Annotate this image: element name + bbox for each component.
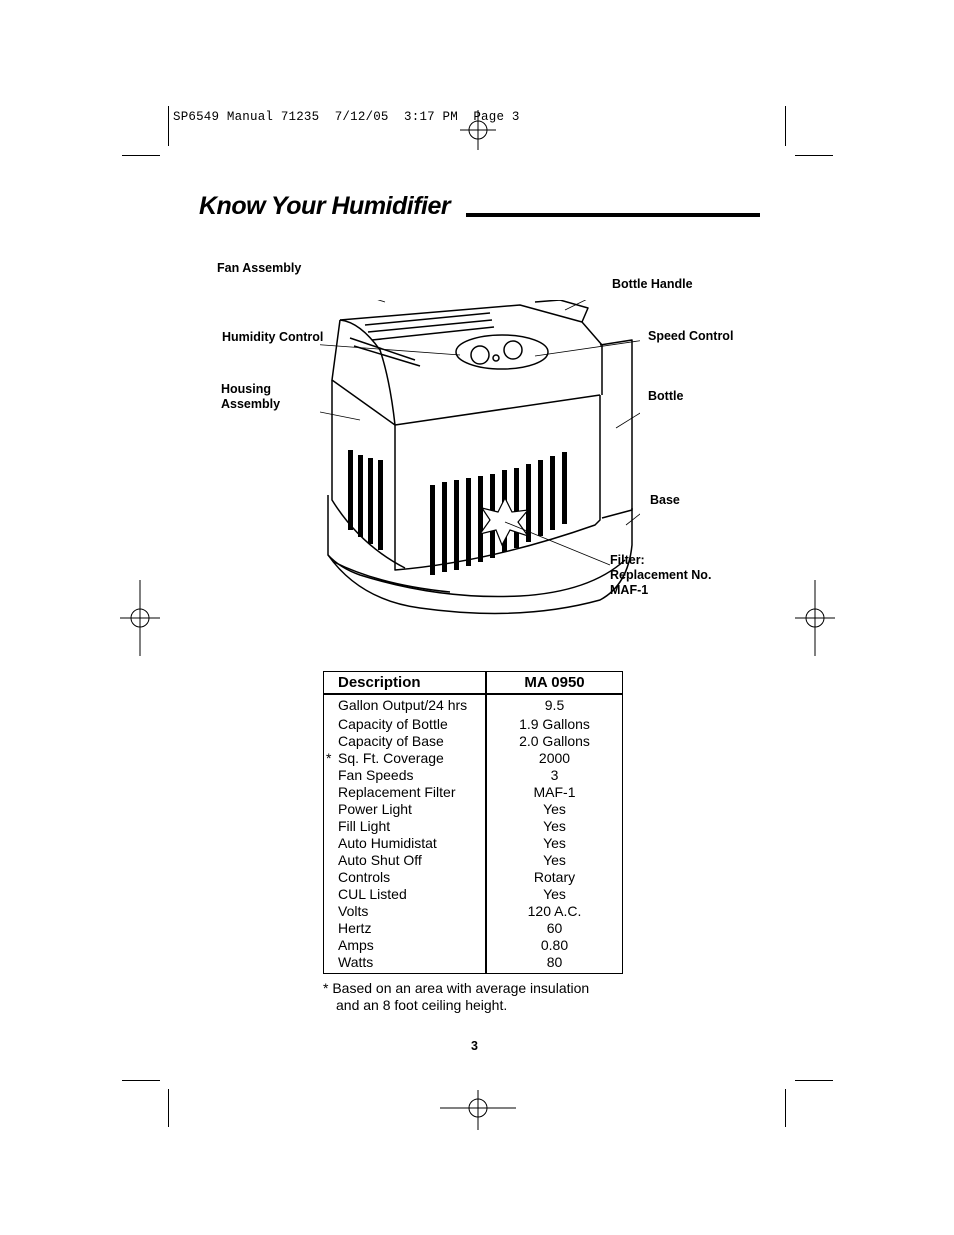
label-speed-control: Speed Control: [648, 329, 734, 343]
label-filter-line2: Replacement No.: [610, 568, 712, 582]
row-description: Auto Humidistat: [338, 835, 437, 851]
row-asterisk: *: [326, 750, 332, 766]
row-description: CUL Listed: [338, 886, 407, 902]
row-description: Controls: [338, 869, 391, 885]
header-model: MA 0950: [524, 674, 585, 691]
row-description: Gallon Output/24 hrs: [338, 697, 468, 713]
row-value: MAF-1: [533, 784, 576, 800]
row-description: Capacity of Bottle: [338, 716, 448, 732]
page-title: Know Your Humidifier: [199, 192, 451, 220]
row-value: Yes: [543, 886, 566, 902]
table-row: [324, 818, 622, 835]
row-value: 0.80: [540, 937, 569, 953]
table-row: [324, 733, 622, 750]
row-description: Watts: [338, 954, 374, 970]
label-bottle: Bottle: [648, 389, 684, 403]
table-row: [324, 903, 622, 920]
label-filter: [610, 553, 711, 598]
row-value: Yes: [543, 818, 566, 834]
spec-rows: [324, 697, 622, 971]
crop-mark-top-left-v: [168, 106, 169, 146]
table-row: [324, 784, 622, 801]
row-value: 9.5: [544, 697, 565, 713]
table-row: [324, 852, 622, 869]
label-housing-line2: Assembly: [221, 397, 281, 411]
row-value: 2.0 Gallons: [519, 733, 590, 749]
row-description: Hertz: [338, 920, 372, 936]
header-description: Description: [338, 674, 421, 691]
row-value: Yes: [543, 835, 566, 851]
label-fan-assembly: Fan Assembly: [217, 261, 302, 275]
footnote-line1: * Based on an area with average insulation: [323, 980, 590, 996]
registration-mark-right: [795, 580, 835, 656]
crop-mark-top-left-h: [122, 155, 160, 156]
table-row: [324, 937, 622, 954]
humidifier-illustration: [320, 300, 640, 640]
table-row: [324, 920, 622, 937]
table-row: [324, 750, 622, 767]
row-value: Yes: [543, 801, 566, 817]
row-description: Replacement Filter: [338, 784, 456, 800]
table-row: [324, 697, 622, 714]
label-humidity-control: Humidity Control: [222, 330, 324, 344]
label-housing-assembly: [221, 382, 280, 412]
print-slug: SP6549 Manual 71235 7/12/05 3:17 PM Page 3: [173, 110, 520, 124]
row-value: Rotary: [533, 869, 576, 885]
header-rule: [324, 693, 622, 695]
table-row: [324, 869, 622, 886]
label-filter-line1: Filter:: [610, 553, 645, 567]
row-value: 60: [546, 920, 563, 936]
row-description: Fill Light: [338, 818, 391, 834]
row-value: 2000: [538, 750, 571, 766]
label-base: Base: [650, 493, 680, 507]
crop-mark-bottom-right-h: [795, 1080, 833, 1081]
registration-mark-bottom: [440, 1090, 516, 1130]
row-value: 1.9 Gallons: [519, 716, 590, 732]
footnote: [323, 980, 589, 1014]
label-bottle-handle: Bottle Handle: [612, 277, 693, 291]
crop-mark-bottom-right-v: [785, 1089, 786, 1127]
specifications-table: [323, 671, 623, 974]
row-description: Volts: [338, 903, 369, 919]
registration-mark-left: [120, 580, 160, 656]
crop-mark-bottom-left-h: [122, 1080, 160, 1081]
row-value: Yes: [543, 852, 566, 868]
row-value: 3: [550, 767, 559, 783]
crop-mark-top-right-h: [795, 155, 833, 156]
footnote-line2: and an 8 foot ceiling height.: [336, 997, 508, 1013]
label-housing-line1: Housing: [221, 382, 271, 396]
row-description: Sq. Ft. Coverage: [338, 750, 444, 766]
row-description: Amps: [338, 937, 374, 953]
page-number: 3: [471, 1039, 478, 1053]
table-row: [324, 767, 622, 784]
table-row: [324, 954, 622, 971]
table-row: [324, 886, 622, 903]
crop-mark-bottom-left-v: [168, 1089, 169, 1127]
label-filter-line3: MAF-1: [610, 583, 649, 597]
row-description: Fan Speeds: [338, 767, 414, 783]
row-value: 120 A.C.: [527, 903, 582, 919]
row-description: Auto Shut Off: [338, 852, 422, 868]
row-value: 80: [546, 954, 563, 970]
table-row: [324, 716, 622, 733]
title-rule: [466, 213, 760, 217]
row-description: Capacity of Base: [338, 733, 444, 749]
table-row: [324, 801, 622, 818]
table-row: [324, 835, 622, 852]
row-description: Power Light: [338, 801, 412, 817]
crop-mark-top-right-v: [785, 106, 786, 146]
